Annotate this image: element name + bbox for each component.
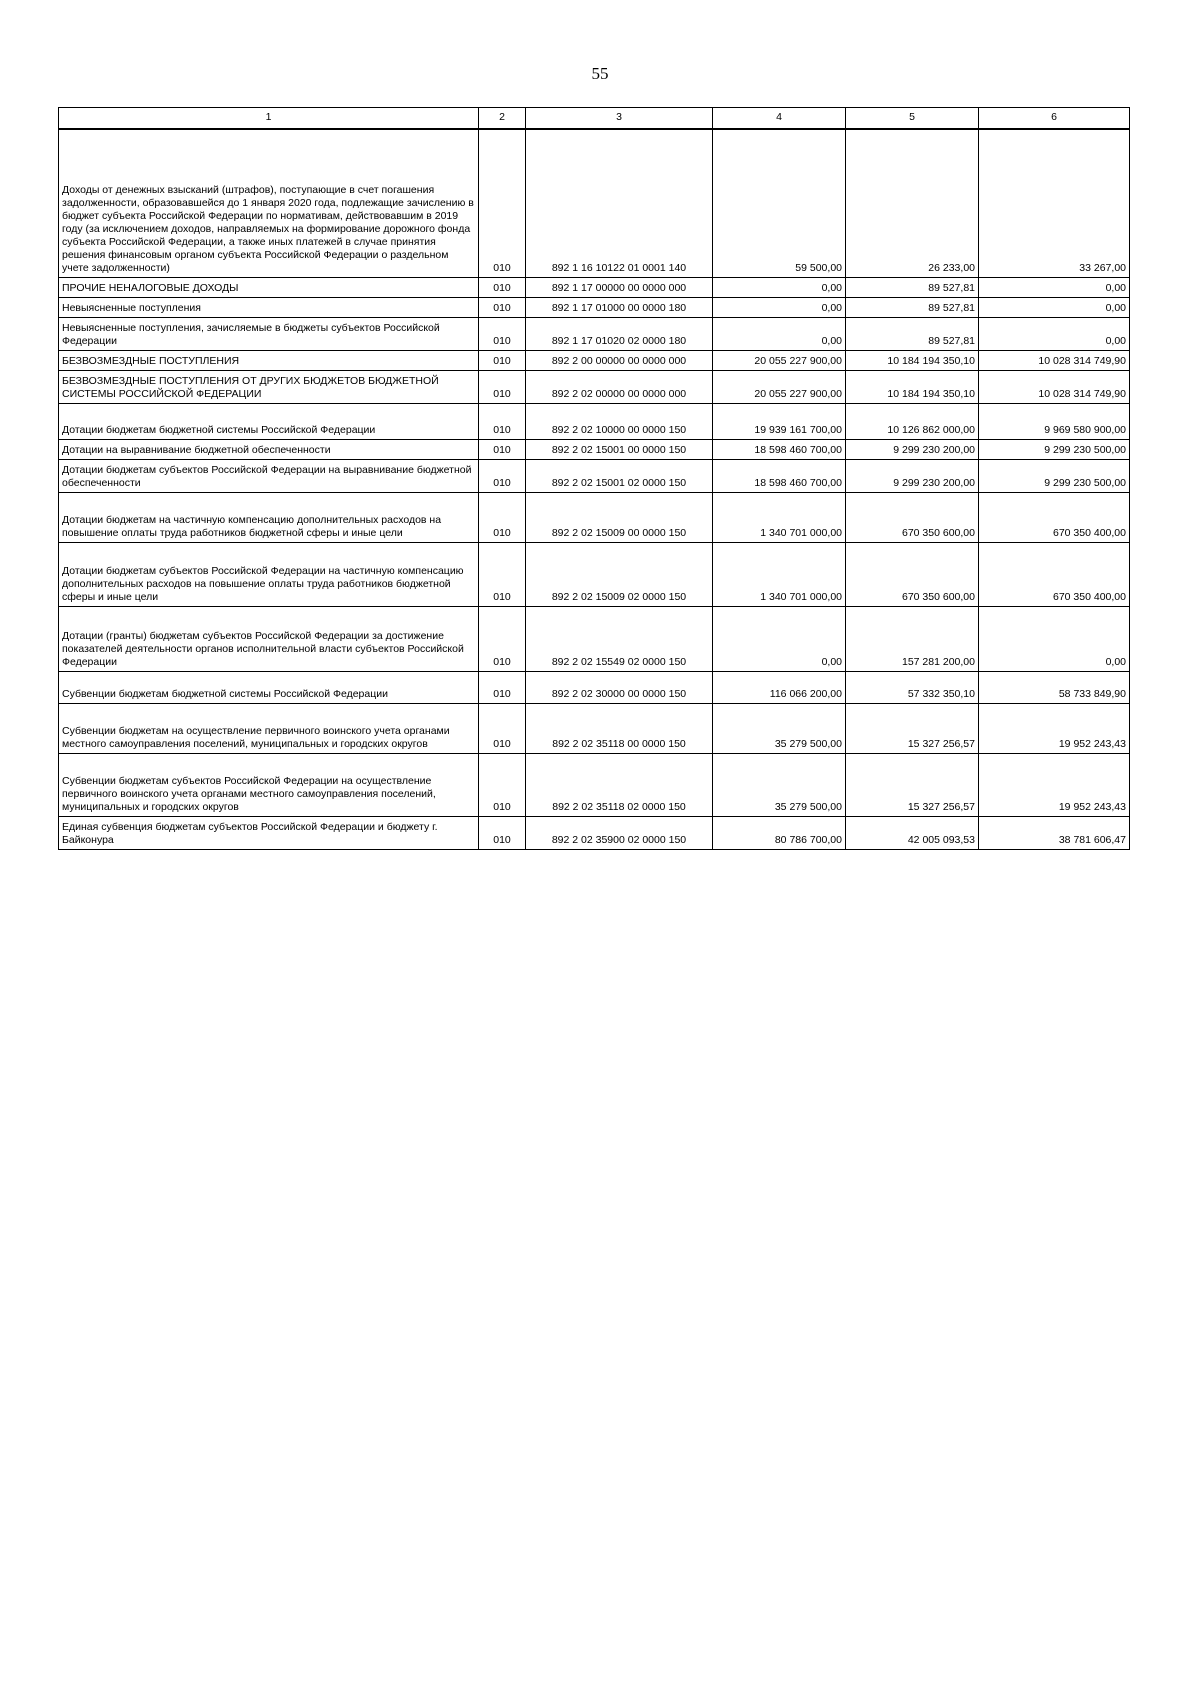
row-approved: 0,00 xyxy=(713,277,846,297)
table-row xyxy=(59,459,1130,492)
table-row xyxy=(59,753,1130,816)
row-executed: 89 527,81 xyxy=(846,317,979,350)
row-line-code: 010 xyxy=(479,317,526,350)
row-line-code: 010 xyxy=(479,129,526,277)
table-row xyxy=(59,370,1130,403)
row-approved: 20 055 227 900,00 xyxy=(713,370,846,403)
row-unexecuted: 19 952 243,43 xyxy=(979,703,1130,753)
row-executed: 670 350 600,00 xyxy=(846,542,979,606)
row-line-code: 010 xyxy=(479,703,526,753)
row-budget-code: 892 2 02 35118 00 0000 150 xyxy=(526,703,713,753)
row-line-code: 010 xyxy=(479,370,526,403)
row-line-code: 010 xyxy=(479,439,526,459)
row-line-code: 010 xyxy=(479,277,526,297)
row-approved: 80 786 700,00 xyxy=(713,816,846,849)
row-executed: 10 184 194 350,10 xyxy=(846,370,979,403)
header-col-2: 2 xyxy=(479,108,526,130)
table-row xyxy=(59,703,1130,753)
row-executed: 26 233,00 xyxy=(846,129,979,277)
row-budget-code: 892 2 02 35118 02 0000 150 xyxy=(526,753,713,816)
row-approved: 0,00 xyxy=(713,297,846,317)
header-row xyxy=(59,108,1130,130)
row-approved: 35 279 500,00 xyxy=(713,753,846,816)
table-row xyxy=(59,439,1130,459)
row-executed: 57 332 350,10 xyxy=(846,671,979,703)
row-line-code: 010 xyxy=(479,753,526,816)
row-unexecuted: 33 267,00 xyxy=(979,129,1130,277)
row-approved: 18 598 460 700,00 xyxy=(713,439,846,459)
page-number: 55 xyxy=(591,64,609,83)
row-budget-code: 892 2 02 15549 02 0000 150 xyxy=(526,606,713,671)
row-approved: 20 055 227 900,00 xyxy=(713,350,846,370)
row-approved: 1 340 701 000,00 xyxy=(713,542,846,606)
row-unexecuted: 0,00 xyxy=(979,317,1130,350)
row-budget-code: 892 2 02 15001 02 0000 150 xyxy=(526,459,713,492)
row-name: Невыясненные поступления xyxy=(59,297,479,317)
row-unexecuted: 10 028 314 749,90 xyxy=(979,370,1130,403)
row-executed: 42 005 093,53 xyxy=(846,816,979,849)
table-row xyxy=(59,277,1130,297)
row-unexecuted: 0,00 xyxy=(979,297,1130,317)
header-col-5: 5 xyxy=(846,108,979,130)
row-line-code: 010 xyxy=(479,671,526,703)
row-line-code: 010 xyxy=(479,297,526,317)
table-row xyxy=(59,297,1130,317)
row-name: Субвенции бюджетам на осуществление первичного воинского учета органами местного самоуправления поселений, муниципальных и городских округов xyxy=(59,703,479,753)
row-approved: 116 066 200,00 xyxy=(713,671,846,703)
row-budget-code: 892 2 02 15009 02 0000 150 xyxy=(526,542,713,606)
row-approved: 1 340 701 000,00 xyxy=(713,492,846,542)
row-budget-code: 892 2 02 15009 00 0000 150 xyxy=(526,492,713,542)
table-header xyxy=(59,108,1130,130)
row-executed: 157 281 200,00 xyxy=(846,606,979,671)
row-name: Дотации бюджетам субъектов Российской Федерации на частичную компенсацию дополнительных расходов на повышение оплаты труда работников бюджетной сферы и иные цели xyxy=(59,542,479,606)
row-unexecuted: 19 952 243,43 xyxy=(979,753,1130,816)
row-executed: 9 299 230 200,00 xyxy=(846,439,979,459)
row-name: Субвенции бюджетам бюджетной системы Российской Федерации xyxy=(59,671,479,703)
row-budget-code: 892 2 02 35900 02 0000 150 xyxy=(526,816,713,849)
header-col-4: 4 xyxy=(713,108,846,130)
row-budget-code: 892 2 02 15001 00 0000 150 xyxy=(526,439,713,459)
table-row xyxy=(59,542,1130,606)
row-name: Доходы от денежных взысканий (штрафов), поступающие в счет погашения задолженности, образовавшейся до 1 января 2020 года, подлежащие зачислению в бюджет субъекта Российской Федерации по нормативам, действовавшим в 2019 году (за исключением доходов, направляемых на формирование дорожного фонда субъекта Российской Федерации, а также иных платежей в случае принятия решения финансовым органом субъекта Российской Федерации о раздельном учете задолженности) xyxy=(59,129,479,277)
row-executed: 89 527,81 xyxy=(846,277,979,297)
row-executed: 89 527,81 xyxy=(846,297,979,317)
row-unexecuted: 670 350 400,00 xyxy=(979,542,1130,606)
row-name: Невыясненные поступления, зачисляемые в бюджеты субъектов Российской Федерации xyxy=(59,317,479,350)
row-unexecuted: 670 350 400,00 xyxy=(979,492,1130,542)
row-line-code: 010 xyxy=(479,816,526,849)
header-col-1: 1 xyxy=(59,108,479,130)
row-line-code: 010 xyxy=(479,542,526,606)
row-unexecuted: 10 028 314 749,90 xyxy=(979,350,1130,370)
row-line-code: 010 xyxy=(479,459,526,492)
table-row xyxy=(59,492,1130,542)
table-row xyxy=(59,671,1130,703)
row-name: БЕЗВОЗМЕЗДНЫЕ ПОСТУПЛЕНИЯ xyxy=(59,350,479,370)
table-row xyxy=(59,317,1130,350)
row-name: БЕЗВОЗМЕЗДНЫЕ ПОСТУПЛЕНИЯ ОТ ДРУГИХ БЮДЖЕТОВ БЮДЖЕТНОЙ СИСТЕМЫ РОССИЙСКОЙ ФЕДЕРАЦИИ xyxy=(59,370,479,403)
row-unexecuted: 9 299 230 500,00 xyxy=(979,439,1130,459)
row-unexecuted: 9 299 230 500,00 xyxy=(979,459,1130,492)
row-name: Дотации бюджетам бюджетной системы Российской Федерации xyxy=(59,403,479,439)
row-approved: 19 939 161 700,00 xyxy=(713,403,846,439)
row-name: Единая субвенция бюджетам субъектов Российской Федерации и бюджету г. Байконура xyxy=(59,816,479,849)
row-line-code: 010 xyxy=(479,606,526,671)
row-budget-code: 892 2 02 00000 00 0000 000 xyxy=(526,370,713,403)
row-name: Дотации бюджетам субъектов Российской Федерации на выравнивание бюджетной обеспеченности xyxy=(59,459,479,492)
row-approved: 35 279 500,00 xyxy=(713,703,846,753)
row-budget-code: 892 1 17 00000 00 0000 000 xyxy=(526,277,713,297)
row-executed: 670 350 600,00 xyxy=(846,492,979,542)
row-approved: 0,00 xyxy=(713,317,846,350)
budget-table xyxy=(58,107,1130,850)
row-approved: 0,00 xyxy=(713,606,846,671)
table-row xyxy=(59,350,1130,370)
row-unexecuted: 58 733 849,90 xyxy=(979,671,1130,703)
header-col-6: 6 xyxy=(979,108,1130,130)
row-line-code: 010 xyxy=(479,403,526,439)
row-executed: 10 184 194 350,10 xyxy=(846,350,979,370)
row-executed: 15 327 256,57 xyxy=(846,703,979,753)
table-row xyxy=(59,129,1130,277)
table-row xyxy=(59,606,1130,671)
row-name: Дотации (гранты) бюджетам субъектов Российской Федерации за достижение показателей деятельности органов исполнительной власти субъектов Российской Федерации xyxy=(59,606,479,671)
row-approved: 18 598 460 700,00 xyxy=(713,459,846,492)
row-name: Субвенции бюджетам субъектов Российской Федерации на осуществление первичного воинского учета органами местного самоуправления поселений, муниципальных и городских округов xyxy=(59,753,479,816)
row-line-code: 010 xyxy=(479,350,526,370)
row-name: ПРОЧИЕ НЕНАЛОГОВЫЕ ДОХОДЫ xyxy=(59,277,479,297)
row-executed: 10 126 862 000,00 xyxy=(846,403,979,439)
row-name: Дотации на выравнивание бюджетной обеспеченности xyxy=(59,439,479,459)
row-executed: 9 299 230 200,00 xyxy=(846,459,979,492)
row-executed: 15 327 256,57 xyxy=(846,753,979,816)
table-row xyxy=(59,816,1130,849)
row-budget-code: 892 2 00 00000 00 0000 000 xyxy=(526,350,713,370)
row-budget-code: 892 1 17 01000 00 0000 180 xyxy=(526,297,713,317)
row-unexecuted: 0,00 xyxy=(979,277,1130,297)
row-line-code: 010 xyxy=(479,492,526,542)
row-budget-code: 892 2 02 10000 00 0000 150 xyxy=(526,403,713,439)
header-col-3: 3 xyxy=(526,108,713,130)
row-name: Дотации бюджетам на частичную компенсацию дополнительных расходов на повышение оплаты труда работников бюджетной сферы и иные цели xyxy=(59,492,479,542)
row-approved: 59 500,00 xyxy=(713,129,846,277)
row-unexecuted: 9 969 580 900,00 xyxy=(979,403,1130,439)
table-row xyxy=(59,403,1130,439)
table-body xyxy=(59,129,1130,849)
row-unexecuted: 38 781 606,47 xyxy=(979,816,1130,849)
row-budget-code: 892 1 16 10122 01 0001 140 xyxy=(526,129,713,277)
row-budget-code: 892 2 02 30000 00 0000 150 xyxy=(526,671,713,703)
row-unexecuted: 0,00 xyxy=(979,606,1130,671)
row-budget-code: 892 1 17 01020 02 0000 180 xyxy=(526,317,713,350)
